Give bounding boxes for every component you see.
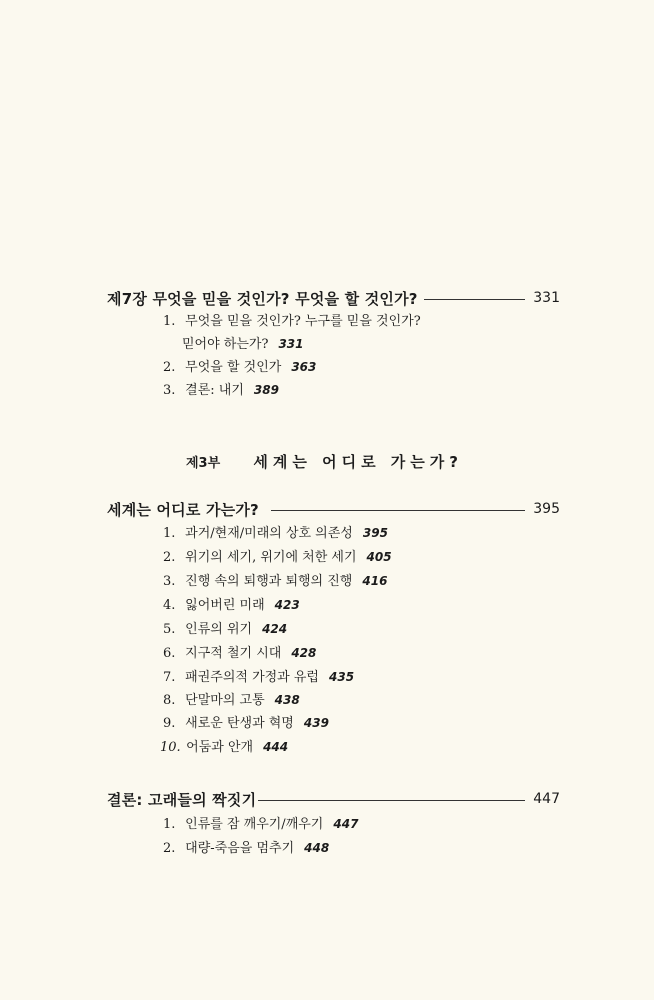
entry-text: 무엇을 믿을 것인가? 누구를 믿을 것인가? bbox=[185, 314, 421, 329]
entry-text: 잃어버린 미래 bbox=[185, 598, 265, 613]
entry-text: 인류를 잠 깨우기/깨우기 bbox=[185, 817, 324, 832]
leader-line bbox=[271, 510, 525, 511]
part-title: 세계는 어디로 가는가? bbox=[253, 453, 463, 471]
chapter7-heading bbox=[107, 287, 560, 309]
part-label: 제3부 bbox=[186, 456, 221, 471]
entry-text: 인류의 위기 bbox=[185, 622, 253, 637]
section-page: 395 bbox=[533, 501, 560, 517]
section-title: 세계는 어디로 가는가? bbox=[107, 500, 259, 519]
toc-entry bbox=[163, 690, 300, 710]
chapter7-title: 제7장 무엇을 믿을 것인가? 무엇을 할 것인가? bbox=[107, 289, 418, 308]
entry-text: 패권주의적 가정과 유럽 bbox=[185, 670, 319, 685]
entry-page: 435 bbox=[329, 670, 355, 684]
entry-page: 448 bbox=[304, 841, 330, 855]
toc-entry bbox=[163, 547, 392, 567]
entry-page: 395 bbox=[362, 526, 388, 540]
entry-number: 1. bbox=[163, 314, 176, 329]
conclusion-heading bbox=[107, 788, 560, 810]
entry-page: 423 bbox=[274, 598, 300, 612]
toc-entry bbox=[163, 643, 316, 663]
entry-number: 1. bbox=[163, 817, 176, 832]
section-heading bbox=[107, 498, 560, 520]
toc-entry bbox=[163, 571, 387, 591]
entry-text: 진행 속의 퇴행과 퇴행의 진행 bbox=[185, 574, 353, 589]
part-heading bbox=[186, 451, 463, 472]
leader-line bbox=[424, 299, 526, 300]
entry-text: 대량-죽음을 멈추기 bbox=[185, 841, 295, 856]
chapter7-page: 331 bbox=[533, 290, 560, 306]
leader-line bbox=[258, 800, 525, 801]
toc-entry bbox=[163, 312, 421, 332]
entry-page: 405 bbox=[366, 550, 392, 564]
entry-page: 428 bbox=[291, 646, 317, 660]
toc-entry bbox=[182, 334, 304, 354]
entry-page: 363 bbox=[291, 360, 317, 374]
entry-text: 믿어야 하는가? bbox=[182, 337, 269, 352]
toc-entry bbox=[163, 713, 329, 733]
entry-page: 389 bbox=[253, 383, 279, 397]
entry-number: 4. bbox=[163, 598, 176, 613]
entry-number: 3. bbox=[163, 574, 176, 589]
toc-entry bbox=[163, 838, 329, 858]
entry-text: 어둠과 안개 bbox=[186, 740, 254, 755]
toc-entry bbox=[163, 667, 354, 687]
entry-number: 3. bbox=[163, 383, 176, 398]
entry-text: 위기의 세기, 위기에 처한 세기 bbox=[185, 550, 357, 565]
toc-entry bbox=[163, 619, 287, 639]
entry-text: 단말마의 고통 bbox=[185, 693, 265, 708]
entry-number: 5. bbox=[163, 622, 176, 637]
entry-number: 2. bbox=[163, 360, 176, 375]
entry-number: 6. bbox=[163, 646, 176, 661]
entry-text: 새로운 탄생과 혁명 bbox=[185, 716, 294, 731]
entry-number: 2. bbox=[163, 550, 176, 565]
toc-entry bbox=[163, 523, 388, 543]
entry-page: 331 bbox=[278, 337, 304, 351]
entry-number: 9. bbox=[163, 716, 176, 731]
entry-number: 7. bbox=[163, 670, 176, 685]
entry-page: 439 bbox=[303, 716, 329, 730]
entry-page: 438 bbox=[274, 693, 300, 707]
toc-entry bbox=[163, 380, 279, 400]
toc-entry bbox=[163, 595, 300, 615]
toc-entry bbox=[163, 814, 358, 834]
entry-page: 444 bbox=[263, 740, 289, 754]
entry-page: 416 bbox=[362, 574, 388, 588]
conclusion-page: 447 bbox=[533, 791, 560, 807]
entry-number: 8. bbox=[163, 693, 176, 708]
entry-number: 2. bbox=[163, 841, 176, 856]
entry-number: 1. bbox=[163, 526, 176, 541]
entry-text: 지구적 철기 시대 bbox=[185, 646, 282, 661]
conclusion-title: 결론: 고래들의 짝짓기 bbox=[107, 790, 257, 809]
toc-entry bbox=[163, 357, 316, 377]
toc-entry bbox=[160, 737, 288, 757]
entry-page: 424 bbox=[262, 622, 288, 636]
entry-text: 결론: 내기 bbox=[185, 383, 244, 398]
entry-number: 10. bbox=[160, 740, 181, 755]
entry-page: 447 bbox=[333, 817, 359, 831]
entry-text: 무엇을 할 것인가 bbox=[185, 360, 282, 375]
entry-text: 과거/현재/미래의 상호 의존성 bbox=[185, 526, 353, 541]
